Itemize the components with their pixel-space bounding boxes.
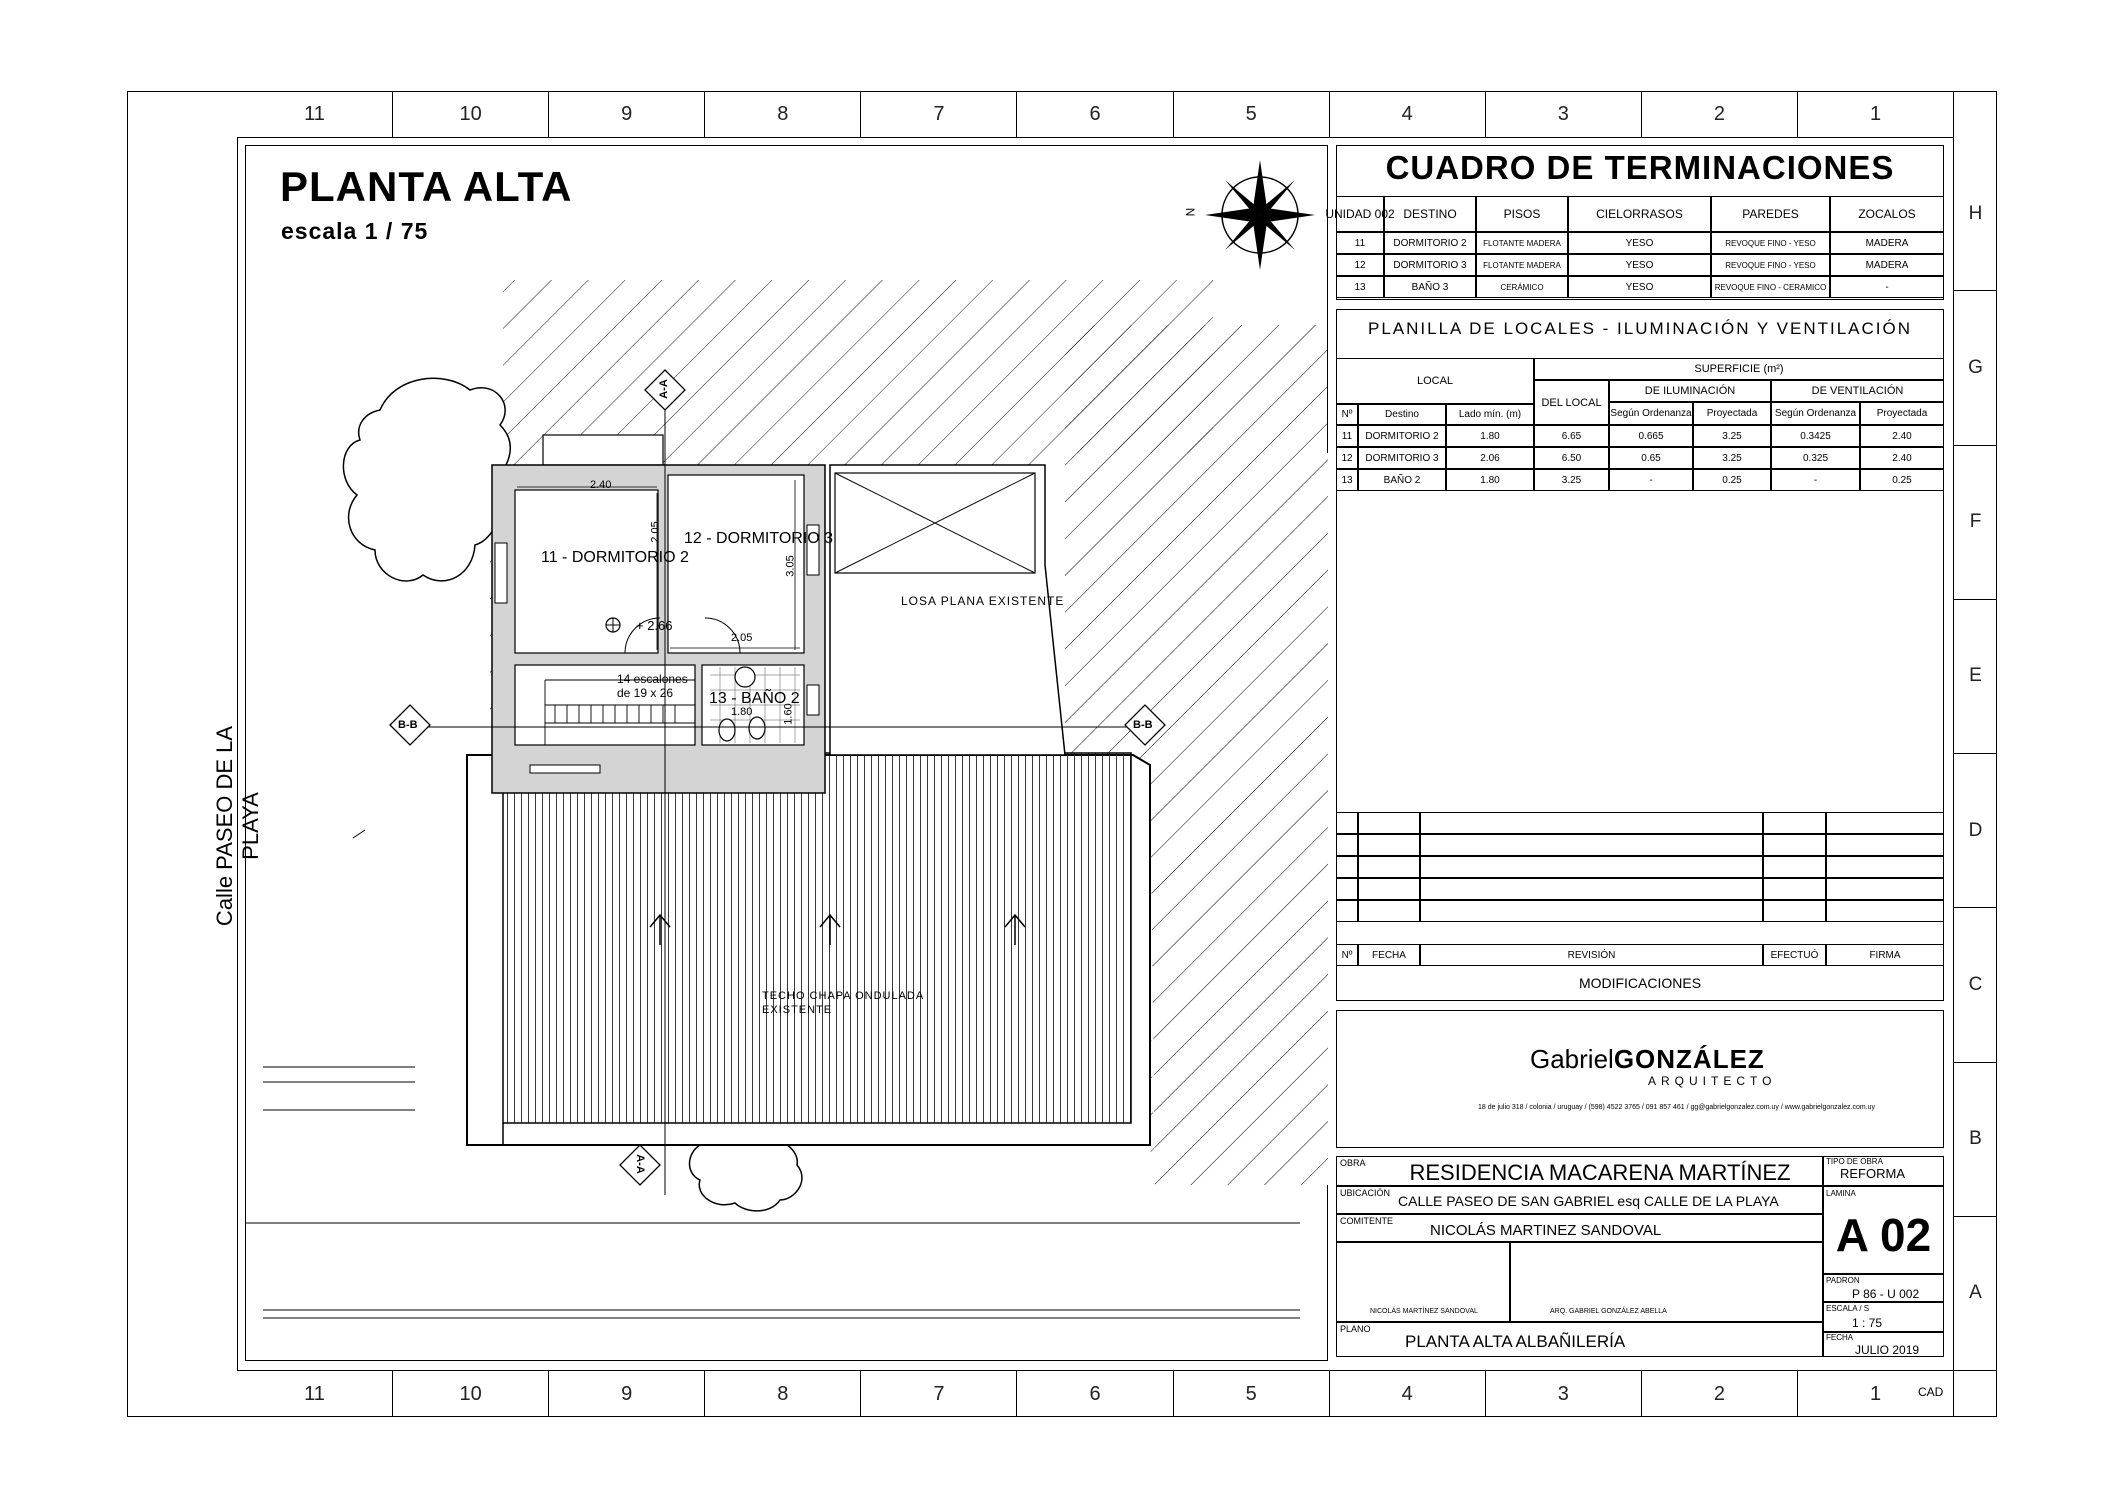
section-mark-west: B-B [398,719,418,731]
locales-title: PLANILLA DE LOCALES - ILUMINACIÓN Y VENTILACIÓN [1367,319,1913,338]
finishes-cell: REVOQUE FINO - YESO [1711,254,1830,276]
plano-label: PLANO [1340,1324,1371,1334]
locales-cell: 2.06 [1446,447,1534,469]
locales-cell: DORMITORIO 2 [1358,425,1446,447]
tipo-label: TIPO DE OBRA [1826,1157,1883,1166]
locales-iluminacion-header: DE ILUMINACIÓN [1609,380,1771,402]
grid-row: A [1954,1217,1997,1371]
logo-panel [1336,1010,1944,1148]
revision-empty-cell [1763,834,1826,856]
locales-cell: DORMITORIO 3 [1358,447,1446,469]
locales-cell: 3.25 [1693,425,1771,447]
revision-empty-cell [1826,856,1944,878]
finishes-cell: YESO [1568,254,1711,276]
finishes-cell: MADERA [1830,232,1944,254]
dim-1: 2.40 [590,479,612,491]
firma-2: ARQ. GABRIEL GONZÁLEZ ABELLA [1550,1308,1667,1315]
finishes-cell: FLOTANTE MADERA [1476,254,1568,276]
locales-del-local-header: DEL LOCAL [1534,380,1609,425]
grid-col-bottom: 4 [1330,1371,1486,1417]
revision-empty-cell [1358,834,1420,856]
locales-subheader: Proyectada [1860,402,1944,425]
locales-cell: 0.65 [1609,447,1693,469]
locales-cell: 0.325 [1771,447,1860,469]
revision-empty-cell [1763,878,1826,900]
fecha-label: FECHA [1826,1333,1854,1342]
cad-label: CAD [1918,1385,1944,1399]
grid-col-top: 10 [393,91,549,137]
locales-cell: 0.3425 [1771,425,1860,447]
obra-value: RESIDENCIA MACARENA MARTÍNEZ [1409,1160,1791,1185]
grid-col-top: 2 [1642,91,1798,137]
revision-empty-cell [1336,834,1358,856]
revision-header: FIRMA [1826,944,1944,966]
revision-empty-cell [1826,878,1944,900]
locales-cell: 6.65 [1534,425,1609,447]
grid-col-bottom: 9 [549,1371,705,1417]
section-mark-south: A-A [633,1154,646,1174]
finishes-header: CIELORRASOS [1568,196,1711,232]
techo-label-2: EXISTENTE [762,1004,833,1016]
revision-header: Nº [1336,944,1358,966]
losa-label: LOSA PLANA EXISTENTE [901,594,1065,608]
ubicacion-value: CALLE PASEO DE SAN GABRIEL esq CALLE DE LA PLAYA [1398,1193,1779,1209]
locales-cell: 2.40 [1860,447,1944,469]
compass-icon [1205,160,1315,270]
dim-2: 2.05 [649,521,662,543]
grid-col-top: 1 [1798,91,1954,137]
modificaciones-title: MODIFICACIONES [1578,975,1702,991]
grid-col-top: 9 [549,91,705,137]
locales-subheader: Nº [1336,404,1358,425]
revision-empty-cell [1826,812,1944,834]
street-label: Calle PASEO DE LA PLAYA [212,725,263,927]
grid-col-top: 8 [705,91,861,137]
revision-empty-cell [1826,834,1944,856]
finishes-cell: REVOQUE FINO - CERAMICO [1711,276,1830,298]
locales-cell: 3.25 [1693,447,1771,469]
escala-label: ESCALA / S [1826,1304,1870,1313]
comitente-value: NICOLÁS MARTINEZ SANDOVAL [1430,1222,1662,1239]
locales-subheader: Proyectada [1693,402,1771,425]
logo-first: Gabriel [1530,1044,1614,1074]
comitente-label: COMITENTE [1340,1216,1393,1226]
lamina-value: A 02 [1835,1209,1932,1261]
grid-col-top: 5 [1174,91,1330,137]
grid-col-top: 4 [1330,91,1486,137]
room-13-label: 13 - BAÑO 2 [709,690,800,707]
revision-empty-cell [1358,900,1420,922]
padron-label: PADRON [1826,1276,1860,1285]
revision-empty-cell [1420,856,1763,878]
finishes-header: UNIDAD 002 [1336,196,1384,232]
revision-empty-cell [1420,834,1763,856]
revision-empty-cell [1358,812,1420,834]
revision-empty-cell [1763,856,1826,878]
locales-subheader: Lado mín. (m) [1446,404,1534,425]
plan-scale: escala 1 / 75 [281,218,429,244]
finishes-header: PAREDES [1711,196,1830,232]
grid-col-top: 11 [237,91,393,137]
locales-cell: 6.50 [1534,447,1609,469]
ubicacion-label: UBICACIÓN [1340,1188,1391,1198]
room-11-label: 11 - DORMITORIO 2 [541,549,689,566]
finishes-cell: YESO [1568,232,1711,254]
finishes-cell: DORMITORIO 3 [1384,254,1476,276]
locales-cell: 13 [1336,469,1358,491]
tipo-value: REFORMA [1840,1166,1905,1181]
stairs-label-1: 14 escalones [617,672,688,686]
finishes-cell: 12 [1336,254,1384,276]
padron-value: P 86 - U 002 [1852,1287,1920,1301]
level-label: + 2.66 [636,618,673,633]
logo-contact: 18 de julio 318 / colonia / uruguay / (598) 4522 3765 / 091 857 461 / gg@gabrielgonzalez.com.uy / www.gabrielgonzalez.com.uy [1478,1104,1876,1111]
finishes-cell: 13 [1336,276,1384,298]
dim-5: 1.80 [731,706,753,718]
locales-cell: 0.25 [1693,469,1771,491]
logo-sub: ARQUITECTO [1648,1074,1777,1088]
revision-empty-cell [1420,900,1763,922]
revision-empty-cell [1420,812,1763,834]
floor-plan-drawing [245,145,1328,1361]
revision-empty-cell [1420,878,1763,900]
finishes-header: ZOCALOS [1830,196,1944,232]
page-title: PLANTA ALTA [280,163,573,210]
locales-ventilacion-header: DE VENTILACIÓN [1771,380,1944,402]
grid-col-bottom: 11 [237,1371,393,1417]
grid-col-bottom: 6 [1018,1371,1174,1417]
revision-empty-cell [1358,878,1420,900]
locales-cell: 2.40 [1860,425,1944,447]
firma-1: NICOLÁS MARTÍNEZ SANDOVAL [1370,1308,1478,1315]
locales-cell: BAÑO 2 [1358,469,1446,491]
grid-col-bottom: 3 [1486,1371,1642,1417]
grid-row: E [1954,600,1997,754]
grid-row: B [1954,1063,1997,1217]
finishes-cell: REVOQUE FINO - YESO [1711,232,1830,254]
finishes-cell: FLOTANTE MADERA [1476,232,1568,254]
locales-cell: 1.80 [1446,425,1534,447]
finishes-cell: CERÁMICO [1476,276,1568,298]
logo-last: GONZÁLEZ [1613,1044,1765,1074]
locales-cell: 3.25 [1534,469,1609,491]
revision-empty-cell [1336,878,1358,900]
existing-slab [830,465,1065,755]
revision-header: EFECTUÓ [1763,944,1826,966]
lamina-label: LAMINA [1826,1189,1856,1198]
dim-6: 1.60 [782,703,795,725]
revision-header: FECHA [1358,944,1420,966]
finishes-title: CUADRO DE TERMINACIONES [1385,149,1895,186]
revision-empty-cell [1336,900,1358,922]
locales-cell: 0.665 [1609,425,1693,447]
locales-cell: 1.80 [1446,469,1534,491]
revision-empty-cell [1763,812,1826,834]
grid-col-top: 7 [861,91,1017,137]
locales-cell: 11 [1336,425,1358,447]
locales-cell: 0.25 [1860,469,1944,491]
grid-col-bottom: 1 [1798,1371,1954,1417]
locales-superficie-header: SUPERFICIE (m²) [1534,358,1944,380]
finishes-cell: YESO [1568,276,1711,298]
grid-row: F [1954,446,1997,600]
finishes-header: PISOS [1476,196,1568,232]
grid-col-bottom: 5 [1174,1371,1330,1417]
logo [1530,1044,1765,1075]
locales-local-header: LOCAL [1336,358,1534,404]
escala-value: 1 : 75 [1852,1316,1883,1330]
dim-4: 2.05 [731,632,753,644]
locales-cell: - [1771,469,1860,491]
revision-empty-cell [1826,900,1944,922]
stairs-label-2: de 19 x 26 [617,686,674,700]
section-mark-north: A-A [657,379,670,399]
finishes-header: DESTINO [1384,196,1476,232]
plano-value: PLANTA ALTA ALBAÑILERÍA [1405,1332,1626,1351]
locales-cell: 12 [1336,447,1358,469]
grid-col-bottom: 8 [705,1371,861,1417]
dim-3: 3.05 [784,555,797,577]
locales-subheader: Destino [1358,404,1446,425]
techo-label-1: TECHO CHAPA ONDULADA [762,990,925,1002]
grid-col-bottom: 2 [1642,1371,1798,1417]
finishes-cell: - [1830,276,1944,298]
grid-row: G [1954,291,1997,445]
revision-empty-cell [1763,900,1826,922]
finishes-cell: DORMITORIO 2 [1384,232,1476,254]
revision-empty-cell [1336,812,1358,834]
locales-subheader: Según Ordenanza [1609,402,1693,425]
grid-col-bottom: 10 [393,1371,549,1417]
grid-row: D [1954,754,1997,908]
revision-empty-cell [1336,856,1358,878]
grid-row: H [1954,137,1997,291]
section-mark-east: B-B [1133,719,1153,731]
fecha-value: JULIO 2019 [1855,1343,1920,1357]
obra-label: OBRA [1340,1158,1366,1168]
finishes-cell: MADERA [1830,254,1944,276]
grid-row: C [1954,908,1997,1062]
revision-header: REVISIÓN [1420,944,1763,966]
grid-col-top: 3 [1486,91,1642,137]
locales-cell: - [1609,469,1693,491]
room-12-label: 12 - DORMITORIO 3 [684,530,834,547]
finishes-cell: 11 [1336,232,1384,254]
tree-north [343,378,510,581]
grid-col-bottom: 7 [861,1371,1017,1417]
grid-col-top: 6 [1018,91,1174,137]
revision-empty-cell [1358,856,1420,878]
finishes-cell: BAÑO 3 [1384,276,1476,298]
corrugated-roof [503,753,1131,1123]
compass-n-label: N [1183,207,1198,217]
locales-subheader: Según Ordenanza [1771,402,1860,425]
